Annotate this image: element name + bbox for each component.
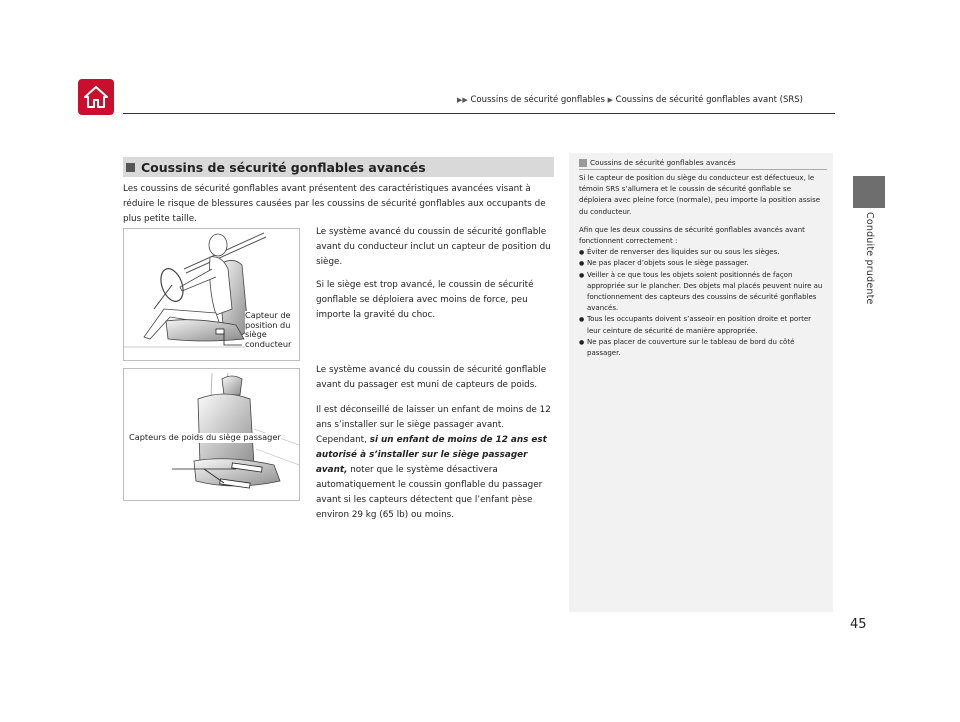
breadcrumb-link-airbags[interactable]: Coussins de sécurité gonflables [470,95,605,105]
section-marker-icon [126,163,135,172]
paragraph-passenger-sensors: Le système avancé du coussin de sécurité gonflable avant du passager est muni de capteurs de poids. [316,365,547,390]
side-notes-panel [569,153,833,612]
side-notes-title [579,158,736,167]
list-item: ● Ne pas placer de couverture sur le tableau de bord du côté passager. [579,337,823,359]
side-notes-title-text: Coussins de sécurité gonflables avancés [590,158,736,167]
child-warning-text-c: noter que le système désactivera automatiquement le coussin gonflable du passager avant si les capteurs détectent que l’enfant pèse environ 29 kg (65 lb) ou moins. [316,465,543,520]
header-divider [123,113,835,114]
driver-seat-sensor-label: Capteur de position du siège conducteur [245,311,299,349]
breadcrumb-arrow-icon: ▶▶ [457,96,468,104]
paragraph-child-warning [316,403,554,523]
side-notes-list [579,247,823,359]
side-notes-p1: Si le capteur de position du siège du conducteur est défectueux, le témoin SRS s’allumera et le coussin de sécurité gonflable se déploiera avec pleine force (normale), peu importe la position assise du conducteur. [579,174,821,216]
side-notes-p2: Afin que les deux coussins de sécurité gonflables avancés avant fonctionnent correctement : [579,225,805,246]
side-notes-body [579,173,823,359]
list-item: ● Éviter de renverser des liquides sur ou sous les sièges. [579,247,823,258]
list-item: ● Ne pas placer d’objets sous le siège passager. [579,258,823,269]
breadcrumb-current: Coussins de sécurité gonflables avant (SRS) [615,95,803,105]
chapter-tab-label: Conduite prudente [864,212,875,305]
passenger-seat-illustration [123,368,300,501]
child-warning-text-a: Il est déconseillé de laisser un enfant de moins de 12 ans s’installer sur le siège passager avant. Cependant, [316,405,551,445]
intro-paragraph: Les coussins de sécurité gonflables avant présentent des caractéristiques avancées visant à réduire le risque de blessures causées par les coussins de sécurité gonflables aux occupants de plus petite taille. [123,184,546,224]
section-heading [123,157,554,177]
paragraph-seat-too-forward: Si le siège est trop avancé, le coussin de sécurité gonflable se déploiera avec moins de force, peu importe la gravité du choc. [316,280,534,320]
paragraph-driver-sensor: Le système avancé du coussin de sécurité gonflable avant du conducteur inclut un capteur de position du siège. [316,227,551,267]
home-icon [83,85,109,109]
breadcrumb [457,95,803,105]
section-title: Coussins de sécurité gonflables avancés [141,159,426,175]
side-notes-divider [579,169,827,170]
breadcrumb-arrow-icon: ▶ [607,96,613,104]
chapter-tab[interactable] [853,176,885,208]
page-number: 45 [850,617,867,632]
list-item: ● Veiller à ce que tous les objets soient positionnés de façon appropriée sur le plancher. Des objets mal placés peuvent nuire au fonctionnement des capteurs des coussins de sécurité gonflables avancés. [579,270,823,315]
child-warning-emphasis: si un enfant de moins de 12 ans est autorisé à s’installer sur le siège passager avant, [316,435,547,475]
list-item: ● Tous les occupants doivent s’asseoir en position droite et porter leur ceinture de sécurité de manière appropriée. [579,314,823,336]
driver-seat-illustration [123,228,300,361]
note-marker-icon [579,159,587,167]
passenger-seat-sensor-label: Capteurs de poids du siège passager [129,432,281,442]
home-button[interactable] [78,79,114,115]
